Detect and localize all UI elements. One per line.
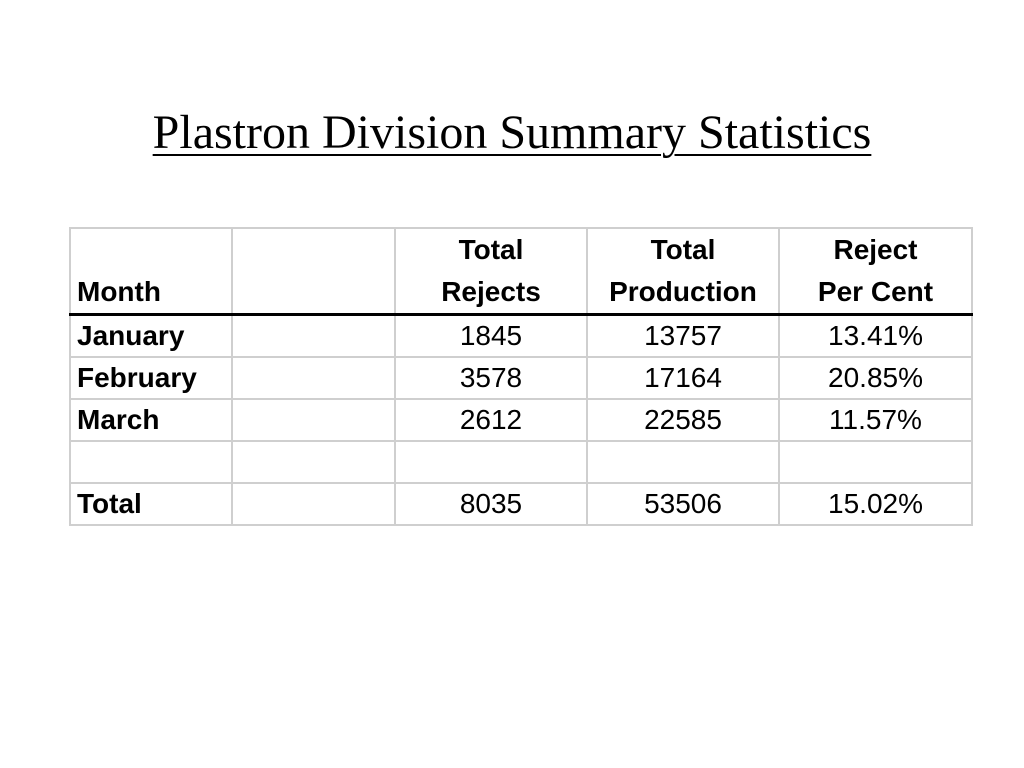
blank-cell xyxy=(232,315,395,358)
column-header-reject-percent xyxy=(779,228,972,315)
table-header-row xyxy=(70,228,972,315)
blank-cell xyxy=(232,483,395,525)
column-header-total-rejects xyxy=(395,228,587,315)
blank-cell xyxy=(232,399,395,441)
column-header-month xyxy=(70,228,232,315)
column-header-month-label: Month xyxy=(77,276,161,307)
rejects-cell: 8035 xyxy=(395,483,587,525)
percent-cell: 11.57% xyxy=(779,399,972,441)
table-row-march xyxy=(70,399,972,441)
column-header-total-production xyxy=(587,228,779,315)
column-header-total-rejects-line2: Rejects xyxy=(441,276,541,307)
percent-cell: 13.41% xyxy=(779,315,972,358)
production-cell: 22585 xyxy=(587,399,779,441)
blank-cell xyxy=(232,357,395,399)
column-header-blank xyxy=(232,228,395,315)
table-row-february xyxy=(70,357,972,399)
column-header-reject-percent-line2: Per Cent xyxy=(817,276,934,307)
percent-cell: 15.02% xyxy=(779,483,972,525)
production-cell: 13757 xyxy=(587,315,779,358)
production-cell: 53506 xyxy=(587,483,779,525)
column-header-reject-percent-line1: Reject xyxy=(833,234,918,265)
summary-table xyxy=(69,227,973,526)
production-cell xyxy=(587,441,779,483)
rejects-cell xyxy=(395,441,587,483)
production-cell: 17164 xyxy=(587,357,779,399)
rejects-cell: 1845 xyxy=(395,315,587,358)
month-cell: March xyxy=(70,399,232,441)
month-cell xyxy=(70,441,232,483)
percent-cell: 20.85% xyxy=(779,357,972,399)
month-cell: January xyxy=(70,315,232,358)
column-header-total-production-line1: Total xyxy=(650,234,716,265)
table-row-empty xyxy=(70,441,972,483)
column-header-total-rejects-line1: Total xyxy=(458,234,524,265)
page-title: Plastron Division Summary Statistics xyxy=(152,106,872,159)
rejects-cell: 2612 xyxy=(395,399,587,441)
blank-cell xyxy=(232,441,395,483)
month-cell: Total xyxy=(70,483,232,525)
month-cell: February xyxy=(70,357,232,399)
table-row-total xyxy=(70,483,972,525)
column-header-total-production-line2: Production xyxy=(609,276,757,307)
table-row-january xyxy=(70,315,972,358)
percent-cell xyxy=(779,441,972,483)
rejects-cell: 3578 xyxy=(395,357,587,399)
